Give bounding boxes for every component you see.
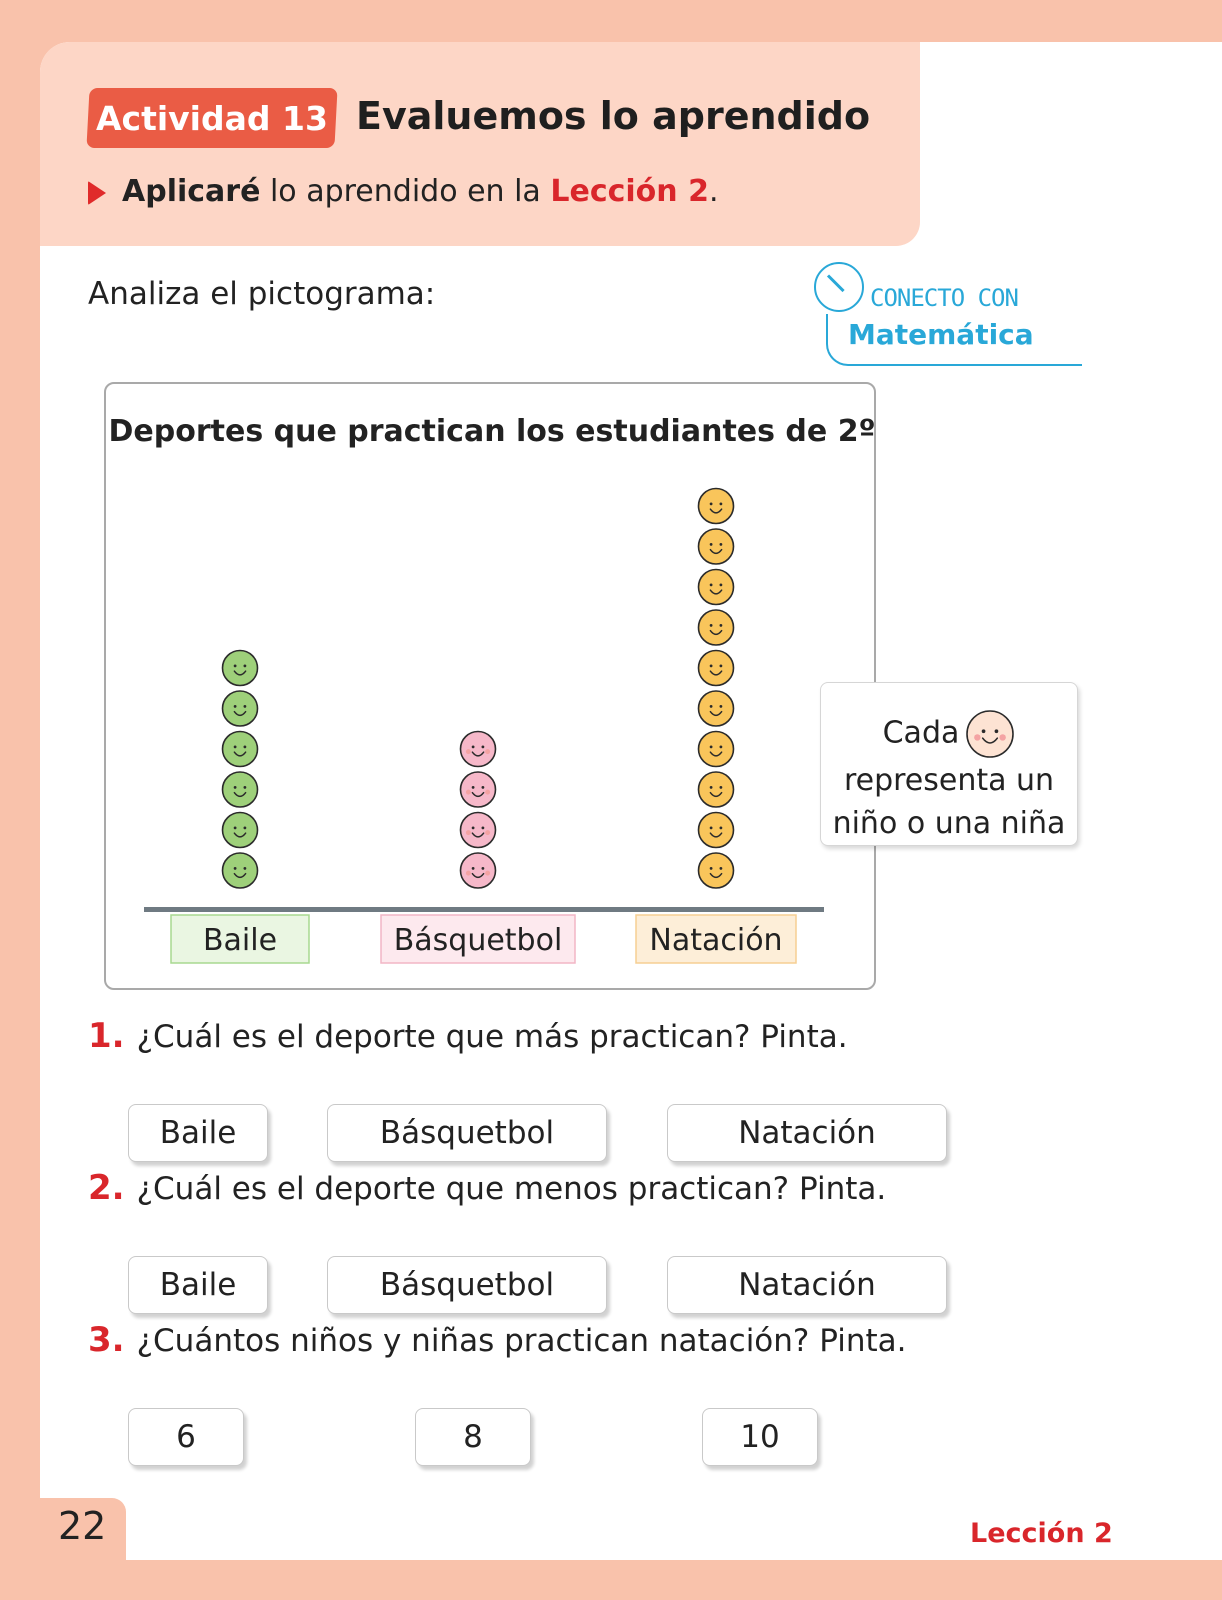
smiley-face-icon (699, 691, 734, 726)
activity-badge-label: Actividad 13 (96, 98, 328, 138)
q2-option-natacion[interactable]: Natación (667, 1256, 947, 1314)
chart-baseline (144, 907, 824, 912)
chart-canvas (106, 384, 878, 992)
legend-line-3: niño o una niña (832, 806, 1066, 841)
goal-end: . (708, 174, 719, 209)
smiley-face-icon (223, 691, 258, 726)
smiley-face-icon (965, 709, 1015, 759)
smiley-face-icon (461, 772, 496, 807)
smiley-face-icon (699, 651, 734, 686)
smiley-face-icon (699, 570, 734, 605)
smiley-face-icon (461, 813, 496, 848)
q3-option-6[interactable]: 6 (128, 1408, 244, 1466)
q1-option-natacion[interactable]: Natación (667, 1104, 947, 1162)
q1-option-basquetbol[interactable]: Básquetbol (327, 1104, 607, 1162)
question-2 (88, 1168, 886, 1208)
smiley-face-icon (699, 529, 734, 564)
legend-line-1 (821, 709, 1077, 759)
goal-middle: lo aprendido en la (260, 174, 551, 209)
chart-title: Deportes que practican los estudiantes de 2º (108, 414, 876, 449)
footer-lesson: Lección 2 (970, 1518, 1113, 1549)
smiley-face-icon (223, 813, 258, 848)
smiley-face-icon (699, 610, 734, 645)
question-number: 2. (88, 1168, 125, 1208)
question-number: 1. (88, 1016, 125, 1056)
legend-line-2: representa un (843, 763, 1055, 798)
smiley-face-icon (699, 732, 734, 767)
conecto-con-badge (812, 260, 1082, 370)
question-text: ¿Cuál es el deporte que menos practican? Pinta. (136, 1171, 887, 1207)
page-number: 22 (58, 1504, 107, 1548)
smiley-face-icon (699, 813, 734, 848)
question-text: ¿Cuál es el deporte que más practican? Pinta. (136, 1019, 848, 1055)
smiley-face-icon (223, 853, 258, 888)
pictogram-legend (820, 682, 1078, 846)
question-number: 3. (88, 1320, 125, 1360)
q3-option-8[interactable]: 8 (415, 1408, 531, 1466)
smiley-face-icon (223, 772, 258, 807)
category-label: Baile (202, 923, 278, 958)
arrow-circle-icon (814, 262, 864, 312)
question-3 (88, 1320, 907, 1360)
pictogram-chart (104, 382, 876, 990)
category-label: Básquetbol (393, 923, 563, 958)
question-text: ¿Cuántos niños y niñas practican natación? Pinta. (136, 1323, 907, 1359)
q2-option-baile[interactable]: Baile (128, 1256, 268, 1314)
q2-option-basquetbol[interactable]: Básquetbol (327, 1256, 607, 1314)
smiley-face-icon (223, 732, 258, 767)
smiley-face-icon (461, 732, 496, 767)
conecto-small-label: CONECTO CON (870, 284, 1018, 312)
smiley-face-icon (699, 853, 734, 888)
page-title: Evaluemos lo aprendido (356, 94, 871, 138)
smiley-face-icon (967, 711, 1013, 757)
category-label: Natación (649, 923, 783, 958)
smiley-face-icon (699, 772, 734, 807)
goal-lesson: Lección 2 (550, 174, 709, 209)
question-1 (88, 1016, 848, 1056)
smiley-face-icon (223, 651, 258, 686)
bullet-marker-icon (88, 181, 106, 205)
learning-goal (122, 174, 719, 209)
q3-option-10[interactable]: 10 (702, 1408, 818, 1466)
smiley-face-icon (699, 489, 734, 524)
conecto-subject: Matemática (848, 318, 1034, 351)
smiley-face-icon (461, 853, 496, 888)
q1-option-baile[interactable]: Baile (128, 1104, 268, 1162)
legend-text-cada: Cada (882, 715, 960, 751)
activity-badge (86, 88, 337, 148)
goal-verb: Aplicaré (122, 174, 261, 209)
instruction-text: Analiza el pictograma: (88, 276, 436, 312)
